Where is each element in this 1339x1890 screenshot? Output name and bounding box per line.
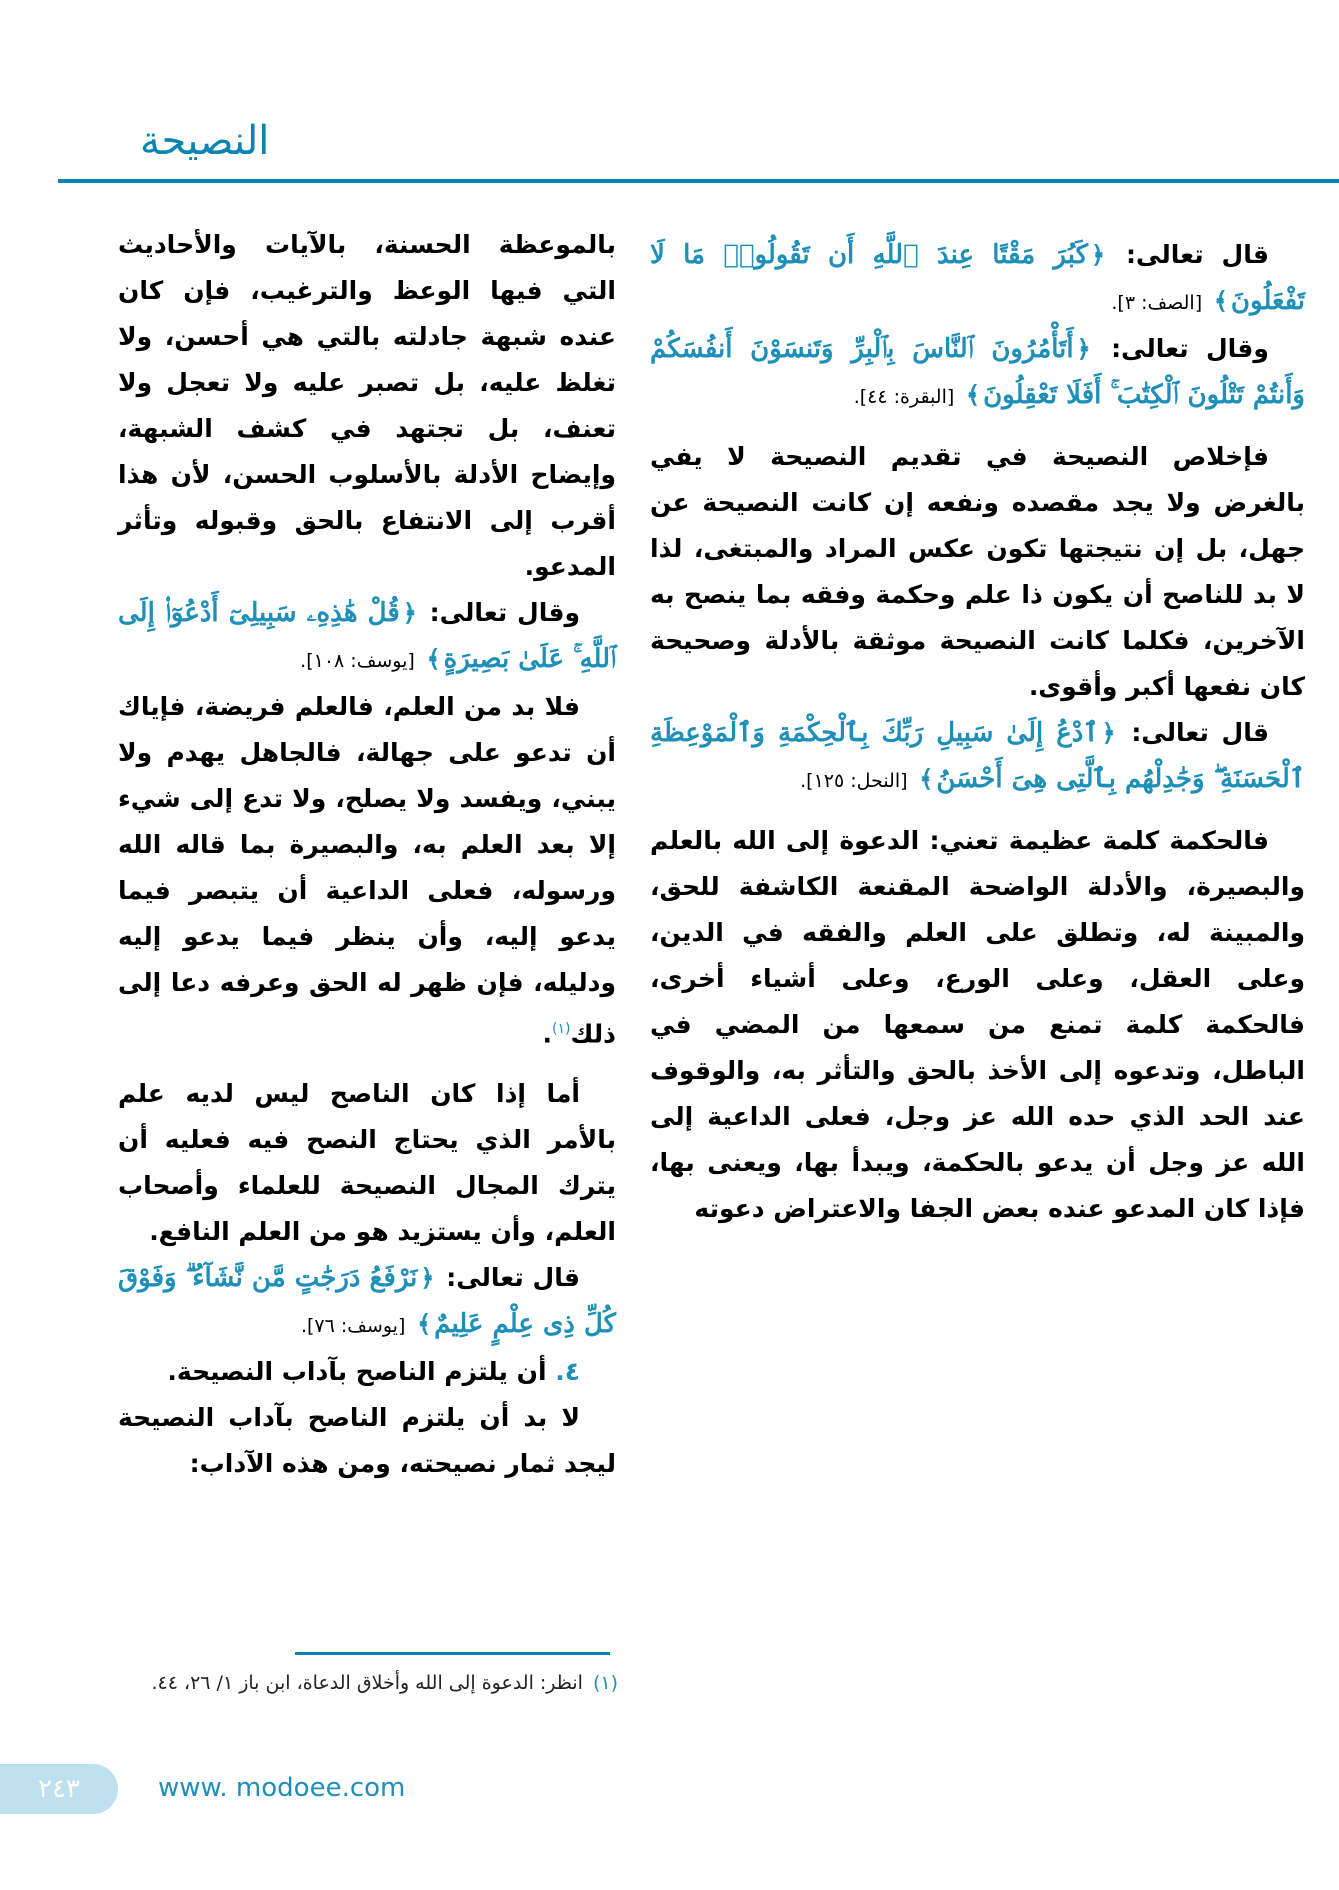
verse-close-bracket-icon: ﴾ — [1213, 287, 1228, 315]
chapter-title: النصيحة — [140, 118, 270, 164]
verse-reference: [يوسف: ١٠٨]. — [300, 650, 415, 672]
right-column — [650, 232, 1305, 1232]
verse-paragraph — [650, 232, 1305, 326]
quran-verse: نَرْفَعُ دَرَجَٰتٍ مَّن نَّشَآءُ ۗ وَفَوْقَ كُلِّ ذِى عِلْمٍ عَلِيمٌ — [118, 1263, 616, 1340]
heading-number: ٤. — [555, 1357, 580, 1387]
verse-close-bracket-icon: ﴾ — [919, 765, 934, 793]
body-paragraph: بالموعظة الحسنة، بالآيات والأحاديث التي فيها الوعظ والترغيب، فإن كان عنده شبهة جادلته بالتي هي أحسن، ولا تغلظ عليه، بل تصبر عليه ولا تعجل ولا تعنف، بل تجتهد في كشف الشبهة، وإيضاح الأدلة بالأسلوب الحسن، لأن هذا أقرب إلى الانتفاع بالحق وقبوله وتأثر المدعو. — [118, 230, 616, 581]
website-link[interactable]: www. modoee.com — [158, 1773, 406, 1803]
footnote — [118, 1668, 618, 1698]
quran-verse: أَتَأْمُرُونَ ٱلنَّاسَ بِٱلْبِرِّ وَتَنسَوْنَ أَنفُسَكُمْ وَأَنتُمْ تَتْلُونَ ٱلْكِتَٰبَ ۚ أَفَلَا تَعْقِلُونَ — [650, 334, 1305, 410]
body-text: فلا بد من العلم، فالعلم فريضة، فإياك أن تدعو على جهالة، فالجاهل يهدم ولا يبني، ويفسد ولا يصلح، ولا تدع إلى شيء إلا بعد العلم به، والبصيرة بما قاله الله ورسوله، فعلى الداعية أن يتبصر فيما يدعو إليه، وأن ينظر فيما يدعو إليه ودليله، فإن ظهر له الحق وعرفه دعا إلى ذلك — [118, 692, 616, 1049]
verse-reference: [النحل: ١٢٥]. — [800, 770, 908, 792]
verse-open-bracket-icon: ﴿ — [1101, 719, 1116, 747]
page-number: ٢٤٣ — [0, 1764, 118, 1814]
verse-intro: قال تعالى: — [1126, 240, 1269, 269]
body-paragraph: فالحكمة كلمة عظيمة تعني: الدعوة إلى الله بالعلم والبصيرة، والأدلة الواضحة المقنعة الكاشفة للحق، والمبينة له، وتطلق على العلم والفقه في الدين، وعلى العقل، وعلى الورع، وعلى أشياء أخرى، فالحكمة كلمة تمنع من سمعها من المضي في الباطل، وتدعوه إلى الأخذ بالحق والتأثر به، والوقوف عند الحد الذي حده الله عز وجل، فعلى الداعية إلى الله عز وجل أن يدعو بالحكمة، ويبدأ بها، ويعنى بها، فإذا كان المدعو عنده بعض الجفا والاعتراض دعوته — [650, 826, 1305, 1223]
heading-text: أن يلتزم الناصح بآداب النصيحة. — [167, 1357, 547, 1387]
quran-verse: قُلْ هَٰذِهِۦ سَبِيلِىٓ أَدْعُوٓا۟ إِلَى ٱللَّهِ ۚ عَلَىٰ بَصِيرَةٍ — [118, 598, 616, 674]
verse-reference: [يوسف: ٧٦]. — [300, 1315, 406, 1338]
verse-open-bracket-icon: ﴿ — [420, 1264, 435, 1293]
verse-intro: وقال تعالى: — [1111, 334, 1269, 363]
period: . — [542, 1019, 553, 1049]
left-column — [118, 222, 616, 1487]
verse-intro: قال تعالى: — [446, 1263, 580, 1293]
footnote-mark: (١) — [592, 1672, 618, 1694]
header-divider — [58, 179, 1339, 183]
verse-paragraph — [650, 710, 1305, 804]
body-paragraph: فإخلاص النصيحة في تقديم النصيحة لا يفي بالغرض ولا يجد مقصده ونفعه إن كانت النصيحة عن جهل، بل إن نتيجتها تكون عكس المراد والمبتغى، لذا لا بد للناصح أن يكون ذا علم وحكمة وفقه بما ينصح به الآخرين، فكلما كانت النصيحة موثقة بالأدلة وصحيحة كان نفعها أكبر وأقوى. — [650, 442, 1305, 701]
verse-paragraph — [118, 1255, 616, 1349]
verse-open-bracket-icon: ﴿ — [402, 599, 417, 627]
verse-open-bracket-icon: ﴿ — [1091, 241, 1106, 269]
verse-reference: [البقرة: ٤٤]. — [853, 386, 955, 408]
section-heading — [118, 1349, 616, 1395]
verse-open-bracket-icon: ﴿ — [1076, 335, 1091, 363]
body-paragraph — [118, 684, 616, 1057]
verse-close-bracket-icon: ﴾ — [966, 381, 981, 409]
verse-close-bracket-icon: ﴾ — [417, 1310, 432, 1339]
quran-verse: ٱدْعُ إِلَىٰ سَبِيلِ رَبِّكَ بِٱلْحِكْمَةِ وَٱلْمَوْعِظَةِ ٱلْحَسَنَةِ ۖ وَجَٰدِلْهُم بِٱلَّتِى هِىَ أَحْسَنُ — [650, 718, 1305, 794]
verse-reference: [الصف: ٣]. — [1111, 292, 1203, 314]
footnote-text: انظر: الدعوة إلى الله وأخلاق الدعاة، ابن باز ١/ ٢٦، ٤٤. — [151, 1672, 583, 1694]
verse-paragraph — [118, 590, 616, 684]
verse-paragraph — [650, 326, 1305, 420]
body-paragraph: لا بد أن يلتزم الناصح بآداب النصيحة ليجد ثمار نصيحته، ومن هذه الآداب: — [118, 1403, 616, 1479]
body-paragraph: أما إذا كان الناصح ليس لديه علم بالأمر الذي يحتاج النصح فيه فعليه أن يترك المجال النصيحة للعلماء وأصحاب العلم، وأن يستزيد هو من العلم النافع. — [118, 1079, 616, 1247]
quran-verse: كَبُرَ مَقْتًا عِندَ ٱللَّهِ أَن تَقُولُوا۟ مَا لَا تَفْعَلُونَ — [650, 240, 1305, 316]
verse-intro: وقال تعالى: — [429, 598, 580, 627]
verse-intro: قال تعالى: — [1131, 718, 1269, 747]
footnote-reference[interactable]: (١) — [552, 1021, 571, 1037]
footnote-divider — [295, 1652, 610, 1655]
verse-close-bracket-icon: ﴾ — [426, 645, 441, 673]
